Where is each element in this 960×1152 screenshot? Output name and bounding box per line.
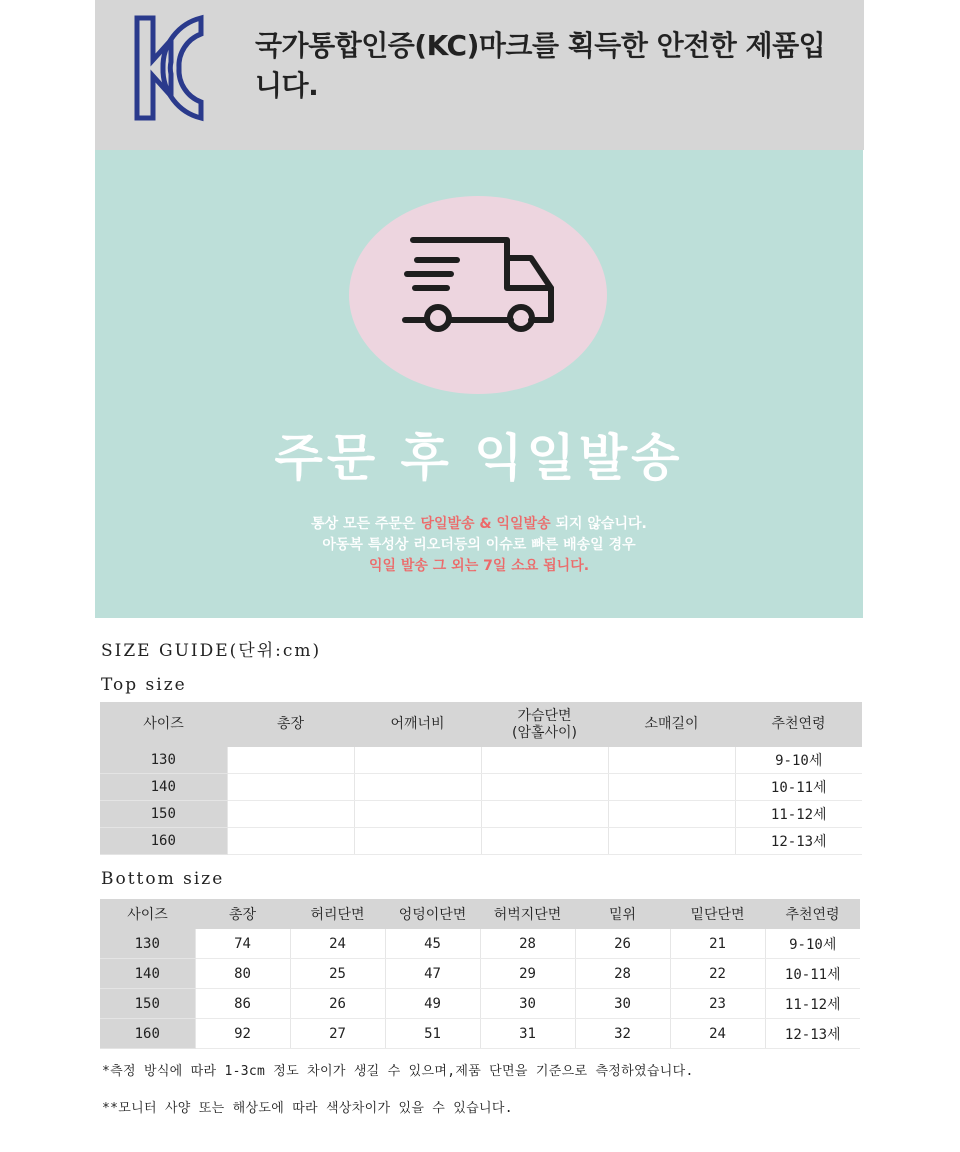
table-cell <box>354 801 481 828</box>
table-row <box>100 929 860 959</box>
size-guide-title: SIZE GUIDE(단위:cm) <box>101 641 322 661</box>
table-cell <box>608 801 735 828</box>
shipping-title: 주문 후 익일발송 <box>274 429 684 487</box>
table-cell: 9-10세 <box>765 929 860 959</box>
column-header: 소매길이 <box>608 702 735 747</box>
column-header: 사이즈 <box>100 702 227 747</box>
table-cell: 92 <box>195 1019 290 1049</box>
table-cell <box>227 747 354 774</box>
table-cell: 10-11세 <box>735 774 862 801</box>
kc-mark-icon <box>133 14 205 122</box>
table-cell: 51 <box>385 1019 480 1049</box>
table-cell: 24 <box>290 929 385 959</box>
column-header: 밑단단면 <box>670 899 765 929</box>
table-cell <box>481 774 608 801</box>
shipping-notice-panel <box>95 150 863 618</box>
kc-certification-banner <box>95 0 864 150</box>
shipping-note-line-3: 익일 발송 그 외는 7일 소요 됩니다. <box>368 558 590 574</box>
measurement-footnote: *측정 방식에 따라 1-3cm 정도 차이가 생길 수 있으며,제품 단면을 기준으로 측정하였습니다. <box>102 1064 694 1079</box>
column-header: 밑위 <box>575 899 670 929</box>
table-cell <box>227 828 354 855</box>
size-cell: 130 <box>100 929 195 959</box>
table-row <box>100 774 862 801</box>
table-cell <box>608 828 735 855</box>
table-cell: 47 <box>385 959 480 989</box>
table-cell: 86 <box>195 989 290 1019</box>
table-cell <box>354 828 481 855</box>
delivery-truck-icon <box>401 234 561 334</box>
table-row <box>100 989 860 1019</box>
shipping-note-line-2: 아동복 특성상 리오더등의 이슈로 빠른 배송일 경우 <box>322 537 636 553</box>
column-header: 사이즈 <box>100 899 195 929</box>
shipping-note-line-1: 통상 모든 주문은 당일발송 & 익일발송 되지 않습니다. <box>311 516 647 532</box>
table-cell: 49 <box>385 989 480 1019</box>
table-cell <box>481 801 608 828</box>
table-cell: 21 <box>670 929 765 959</box>
table-cell <box>608 747 735 774</box>
table-cell: 12-13세 <box>765 1019 860 1049</box>
size-cell: 140 <box>100 959 195 989</box>
table-cell: 24 <box>670 1019 765 1049</box>
kc-text-line-1: 국가통합인증(KC)마크를 획득한 안전한 제품입 <box>255 29 826 62</box>
kc-description <box>255 26 855 106</box>
table-cell: 26 <box>290 989 385 1019</box>
table-cell: 27 <box>290 1019 385 1049</box>
table-header-row <box>100 899 860 929</box>
column-header: 총장 <box>227 702 354 747</box>
table-cell: 80 <box>195 959 290 989</box>
shipping-notes <box>95 514 863 577</box>
column-header: 추천연령 <box>765 899 860 929</box>
table-cell <box>227 774 354 801</box>
table-cell: 28 <box>575 959 670 989</box>
table-cell: 10-11세 <box>765 959 860 989</box>
table-row <box>100 801 862 828</box>
table-cell: 30 <box>480 989 575 1019</box>
table-cell: 31 <box>480 1019 575 1049</box>
top-size-table <box>100 702 862 855</box>
table-cell <box>354 747 481 774</box>
kc-text-line-2: 니다. <box>255 69 319 102</box>
table-cell: 30 <box>575 989 670 1019</box>
table-cell <box>481 747 608 774</box>
table-cell: 11-12세 <box>735 801 862 828</box>
table-cell: 74 <box>195 929 290 959</box>
bottom-size-table <box>100 899 860 1049</box>
table-cell <box>227 801 354 828</box>
table-cell <box>481 828 608 855</box>
column-header: 어깨너비 <box>354 702 481 747</box>
top-size-label: Top size <box>101 675 187 695</box>
column-header: 총장 <box>195 899 290 929</box>
size-cell: 150 <box>100 801 227 828</box>
column-header: 추천연령 <box>735 702 862 747</box>
table-row <box>100 1019 860 1049</box>
table-cell: 11-12세 <box>765 989 860 1019</box>
table-row <box>100 747 862 774</box>
bottom-size-label: Bottom size <box>101 869 225 889</box>
table-cell <box>608 774 735 801</box>
table-cell: 25 <box>290 959 385 989</box>
size-cell: 160 <box>100 828 227 855</box>
table-cell: 29 <box>480 959 575 989</box>
table-header-row <box>100 702 862 747</box>
table-cell: 12-13세 <box>735 828 862 855</box>
table-cell: 23 <box>670 989 765 1019</box>
table-cell <box>354 774 481 801</box>
column-header: 허벅지단면 <box>480 899 575 929</box>
monitor-footnote: **모니터 사양 또는 해상도에 따라 색상차이가 있을 수 있습니다. <box>102 1101 513 1116</box>
table-cell: 28 <box>480 929 575 959</box>
table-cell: 22 <box>670 959 765 989</box>
column-header: 엉덩이단면 <box>385 899 480 929</box>
table-row <box>100 959 860 989</box>
size-cell: 130 <box>100 747 227 774</box>
size-cell: 140 <box>100 774 227 801</box>
column-header: 허리단면 <box>290 899 385 929</box>
table-cell: 32 <box>575 1019 670 1049</box>
table-cell: 45 <box>385 929 480 959</box>
table-cell: 9-10세 <box>735 747 862 774</box>
table-row <box>100 828 862 855</box>
size-cell: 150 <box>100 989 195 1019</box>
size-cell: 160 <box>100 1019 195 1049</box>
column-header: 가슴단면 (암홀사이) <box>481 702 608 747</box>
table-cell: 26 <box>575 929 670 959</box>
